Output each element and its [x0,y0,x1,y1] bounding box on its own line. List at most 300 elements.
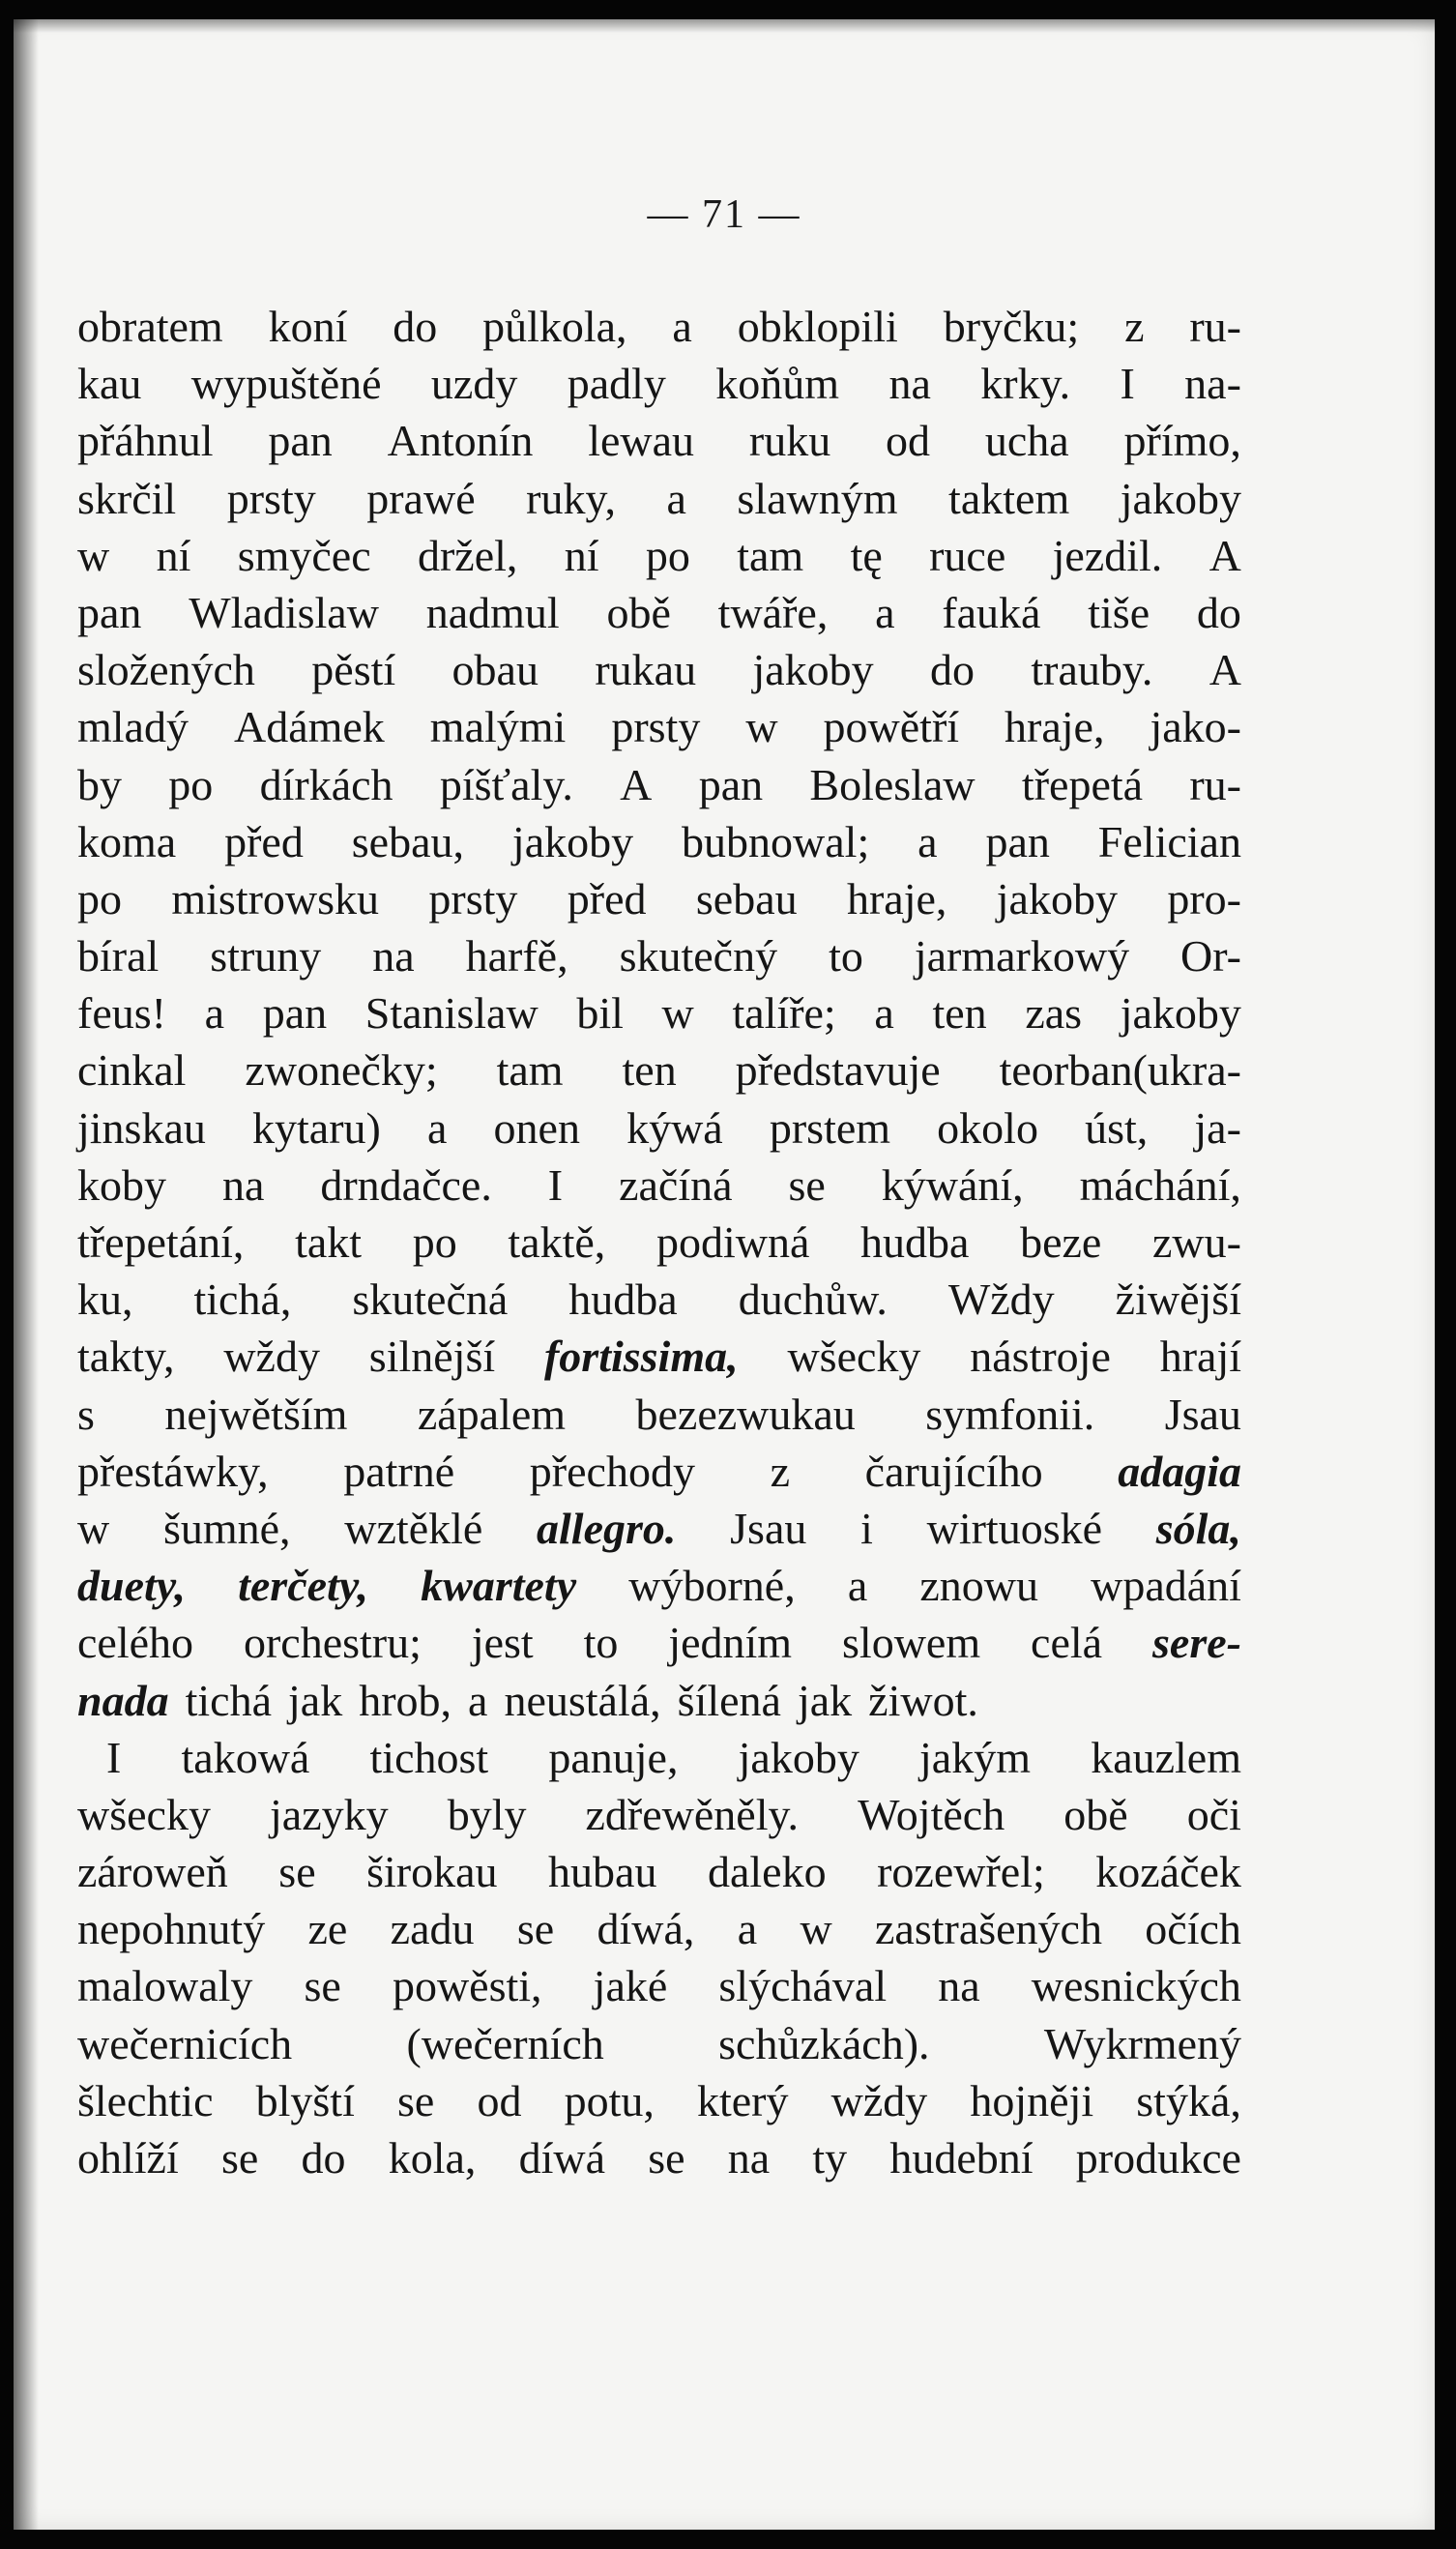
word: oči [1186,1789,1241,1839]
word: (wečerních [406,2018,604,2068]
word: I [547,1159,564,1210]
word: kauzlem [1091,1732,1241,1782]
word: zároweň [77,1847,228,1897]
word: symfonii. [925,1389,1095,1439]
word: a [874,988,894,1039]
text-line [77,298,1241,355]
word: zwonečky; [245,1045,438,1096]
text-line [77,1271,1241,1328]
word: koňům [715,359,840,409]
word: w [661,988,694,1039]
word: bil [576,988,624,1039]
word: se [516,1904,555,1954]
word: zadu [390,1904,475,1954]
word: z [770,1446,791,1496]
word: třepetání, [77,1217,245,1267]
word: prsty [428,873,518,923]
paragraph [77,298,1241,1729]
word: přechody [529,1446,695,1496]
text-line [77,355,1241,412]
word: nepohnutý [77,1904,266,1954]
word: nadmul [425,587,560,637]
word: celá [1031,1618,1103,1668]
word: jest [471,1618,534,1668]
word: se [278,1847,316,1897]
word: jedním [668,1618,793,1668]
word: ty [812,2133,848,2183]
word: cinkal [77,1045,187,1096]
word: a [737,1904,758,1954]
word: jazyky [270,1789,389,1839]
word: by [77,759,122,809]
word: a [847,1561,868,1611]
word: ruce [929,530,1006,580]
word: zápalem [417,1389,567,1439]
word: takowá [181,1732,310,1782]
text-line [77,527,1241,584]
word: který [696,2075,789,2125]
word: koní [268,302,348,351]
word: úst, [1085,1102,1149,1153]
word: půlkola, [482,302,627,351]
word: do [1196,587,1241,637]
word: se [304,1961,341,2011]
word: w [745,702,778,752]
word: hudební [889,2133,1034,2183]
word: pro- [1167,873,1241,923]
word: byly [447,1789,527,1839]
word: ku, [77,1274,133,1325]
word: zastrašených [874,1904,1102,1954]
text-line [77,1614,1241,1671]
word: tam [737,530,804,580]
word: hraje, [1005,702,1105,752]
word: bezezwukau [635,1389,856,1439]
word: Boleslaw [809,759,976,809]
word: wšecky [77,1789,211,1839]
word: smyčec [237,530,371,580]
italic-word: terčety, [238,1561,369,1611]
word: podiwná [655,1217,810,1267]
word: skutečný [619,931,778,982]
word: Jsau [730,1503,807,1553]
word: wšecky [787,1332,921,1382]
word: to [829,931,863,982]
word: wždy [223,1332,320,1382]
text-line [77,698,1241,755]
body-text [77,298,1241,2186]
word: malowaly [77,1961,253,2011]
word: prsty [611,702,701,752]
word: před [224,816,304,866]
text-line [77,2129,1241,2186]
word: jako- [1150,702,1241,752]
word: na [727,2133,771,2183]
text-line [77,756,1241,813]
word: rozewřel; [877,1847,1045,1897]
text-line [77,1557,1241,1614]
word: pan [262,988,328,1039]
word: ní [156,530,191,580]
word: rukau [595,645,697,695]
text-line [77,984,1241,1041]
word: hubau [548,1847,657,1897]
word: jakoby [1120,988,1241,1039]
word: Wykrmený [1043,2018,1241,2068]
word: očích [1145,1904,1241,1954]
word: kozáček [1095,1847,1241,1897]
word: koma [77,816,177,866]
word: kýwání, [881,1159,1024,1210]
word: po [645,530,690,580]
word: před [567,873,647,923]
word: ten [932,988,987,1039]
word: jaké [593,1961,668,2011]
text-line [77,2072,1241,2129]
word: sebau [695,873,798,923]
word: obratem [77,302,223,351]
italic-word: duety, [77,1561,186,1611]
word: w [77,530,110,580]
word: slawným [737,473,898,523]
word: Felician [1097,816,1241,866]
word: skrčil [77,473,177,523]
word: fauká [942,587,1041,637]
word: jakoby [1120,473,1241,523]
word: koby [77,1159,166,1210]
word: pan [985,816,1050,866]
word: Adámek [233,702,385,752]
text-line [77,927,1241,984]
word: ohlíží [77,2133,179,2183]
word: znowu [919,1561,1038,1611]
word: prawé [366,473,476,523]
word: mladý [77,702,189,752]
word: produkce [1075,2133,1241,2183]
word: a [426,1102,448,1153]
word: obě [606,587,671,637]
word: sebau, [351,816,465,866]
word: obau [451,645,539,695]
word: širokau [366,1847,498,1897]
word: Stanislaw [364,988,539,1039]
text-line [77,1099,1241,1157]
word: kýwá [626,1102,723,1153]
word: feus! [77,988,166,1039]
text-line [77,1843,1241,1900]
word: dírkách [259,759,393,809]
word: bíral [77,931,160,982]
paragraph [77,1729,1241,2187]
word: stýká, [1136,2075,1241,2125]
page-number: — 71 — [647,192,801,237]
word: jarmarkowý [914,931,1130,982]
word: díwá [518,2133,606,2183]
word: hudba [860,1217,970,1267]
word: prsty [226,473,316,523]
text-line [77,1214,1241,1271]
word: slowem [842,1618,981,1668]
word: ucha [984,416,1069,466]
word: pan [268,416,333,466]
word: do [393,302,438,351]
word: ten [622,1045,677,1096]
word: po [168,759,214,809]
word: kytaru) [252,1102,381,1153]
word: ruku [748,416,831,466]
word: w [800,1904,832,1954]
word: padly [567,359,666,409]
word: wečernicích [77,2018,293,2068]
word: malými [429,702,567,752]
text-line [77,1957,1241,2014]
word: přáhnul [77,416,214,466]
word: na [938,1961,980,2011]
word: hrají [1159,1332,1241,1382]
word: lewau [588,416,695,466]
word: jakoby [511,816,634,866]
word: uzdy [430,359,518,409]
word: tiše [1088,587,1150,637]
word: žiwější [1115,1274,1241,1325]
word: patrné [343,1446,455,1496]
word: šumné, [162,1503,291,1553]
word: zdřewěněly. [585,1789,800,1839]
word: prstem [769,1102,891,1153]
word: A [1208,645,1241,695]
word: pan [698,759,764,809]
word: přestáwky, [77,1446,269,1496]
text-line [77,1786,1241,1843]
word: beze [1020,1217,1102,1267]
word: zwu- [1152,1217,1241,1267]
italic-word: fortissima, [543,1332,739,1382]
word: wesnických [1031,1961,1241,2011]
word: třepetá [1021,759,1144,809]
word: i [860,1503,873,1553]
word: nejwětším [164,1389,348,1439]
word: šílená [677,1675,781,1725]
word: twáře, [717,587,829,637]
word: se [220,2133,259,2183]
text-line [77,412,1241,469]
word: čarujícího [864,1446,1043,1496]
word: panuje, [548,1732,679,1782]
word: wztěklé [344,1503,483,1553]
word: se [648,2133,685,2183]
word: tę [850,530,883,580]
word: takty, [77,1332,175,1382]
word: celého [77,1618,194,1668]
word: ru- [1189,302,1241,351]
word: nástroje [970,1332,1111,1382]
word: takt [295,1217,363,1267]
word: a [204,988,225,1039]
word: skutečná [352,1274,509,1325]
text-line [77,1443,1241,1500]
word: zas [1025,988,1083,1039]
text-line [77,470,1241,527]
word: a [666,473,686,523]
word: tichost [369,1732,489,1782]
word: po [412,1217,457,1267]
word: jak [797,1675,853,1725]
word: na- [1184,359,1241,409]
word: kola, [388,2133,477,2183]
word: powětří [823,702,960,752]
word: blyští [255,2075,355,2125]
word: ze [307,1904,348,1954]
word: to [583,1618,619,1668]
text-line [77,813,1241,870]
word: wirtuoské [926,1503,1103,1553]
word: představuje [735,1045,941,1096]
word: šlechtic [77,2075,214,2125]
word: A [620,759,653,809]
word: I [106,1732,122,1782]
word: w [77,1503,110,1553]
text-line [77,1500,1241,1557]
word: se [788,1159,826,1210]
word: hojněji [970,2075,1094,2125]
word: po [77,873,122,923]
word: na [888,359,931,409]
word: onen [493,1102,580,1153]
word: hrob, [359,1675,452,1725]
word: od [477,2075,522,2125]
word: ruky, [526,473,616,523]
word: hudba [568,1274,678,1325]
word: s [77,1389,95,1439]
word: Wojtěch [858,1789,1005,1839]
italic-word: sere- [1152,1618,1241,1668]
word: držel, [417,530,518,580]
text-line [77,1328,1241,1385]
word: silnější [368,1332,496,1382]
word: ru- [1189,759,1241,809]
word: taktě, [508,1217,606,1267]
word: neustálá, [504,1675,661,1725]
word: jezdil. [1052,530,1163,580]
text-line [77,1157,1241,1214]
text-line [77,870,1241,927]
word: powěsti, [392,1961,542,2011]
word: na [221,1159,265,1210]
word: mistrowsku [171,873,380,923]
word: kau [77,359,142,409]
word: na [372,931,415,982]
text-line [77,2015,1241,2072]
word: tichá, [193,1274,292,1325]
word: obklopili [737,302,898,351]
italic-word: kwartety [421,1561,577,1611]
word: složených [77,645,255,695]
word: talíře; [732,988,836,1039]
page-top-edge [14,19,1435,33]
word: schůzkách). [718,2018,930,2068]
word: wždy [830,2075,928,2125]
word: a [672,302,692,351]
word: jak [288,1675,343,1725]
word: A [1208,530,1241,580]
word: přímo, [1123,416,1241,466]
word: taktem [948,473,1070,523]
text-line [77,1386,1241,1443]
word: pan [77,587,142,637]
word: z [1124,302,1145,351]
book-page [14,19,1435,2530]
word: do [930,645,975,695]
italic-word: adagia [1118,1446,1241,1496]
word: wypuštěné [190,359,382,409]
word: drndačce. [320,1159,492,1210]
italic-word: nada [77,1675,169,1725]
word: potu, [564,2075,655,2125]
word: jakoby [996,873,1118,923]
word: bryčku; [943,302,1080,351]
word: Or- [1180,931,1241,982]
word: struny [210,931,322,982]
text-line [77,584,1241,641]
word: wpadání [1091,1561,1241,1611]
word: díwá, [597,1904,695,1954]
word: tam [496,1045,564,1096]
word: ja- [1194,1102,1241,1153]
word: obě [1063,1789,1128,1839]
word: začíná [619,1159,733,1210]
text-line [77,1672,1241,1729]
word: duchůw. [738,1274,888,1325]
text-line [77,641,1241,698]
italic-word: allegro. [537,1503,677,1553]
text-line [77,1041,1241,1099]
word: hraje, [846,873,947,923]
word: žiwot. [868,1675,978,1725]
word: jakoby [752,645,874,695]
word: okolo [937,1102,1038,1153]
word: píšťaly. [439,759,573,809]
word: slýchával [718,1961,888,2011]
word: jinskau [77,1102,206,1153]
word: bubnowal; [682,816,870,866]
word: I [1120,359,1135,409]
italic-word: sóla, [1155,1503,1241,1553]
word: krky. [980,359,1071,409]
word: daleko [707,1847,827,1897]
word: tichá [185,1675,272,1725]
word: a [917,816,938,866]
word: orchestru; [243,1618,422,1668]
word: máchání, [1079,1159,1241,1210]
word: do [301,2133,346,2183]
word: Wždy [947,1274,1055,1325]
word: Jsau [1164,1389,1241,1439]
word: jakým [919,1732,1032,1782]
word: jakoby [738,1732,859,1782]
word: od [886,416,931,466]
word: wýborné, [628,1561,796,1611]
word: a [875,587,895,637]
word: a [468,1675,488,1725]
word: pěstí [311,645,396,695]
text-line [77,1729,1241,1786]
binding-shadow [14,19,39,2530]
word: Antonín [387,416,534,466]
word: teorban(ukra- [999,1045,1241,1096]
word: se [397,2075,435,2125]
word: harfě, [465,931,568,982]
word: ní [564,530,599,580]
